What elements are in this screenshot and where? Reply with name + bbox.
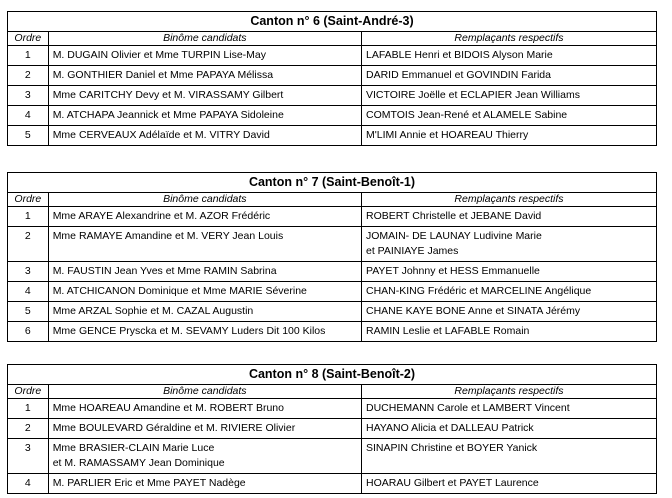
canton-title: Canton n° 7 (Saint-Benoît-1) xyxy=(8,173,657,193)
remplacants-cell: CHANE KAYE BONE Anne et SINATA Jérémy xyxy=(361,302,656,322)
binome-cell: Mme BOULEVARD Géraldine et M. RIVIERE Olivier xyxy=(48,419,361,439)
ordre-cell: 2 xyxy=(8,227,49,262)
binome-line: Mme BRASIER-CLAIN Marie Luce xyxy=(52,442,215,454)
header-binome: Binôme candidats xyxy=(48,385,361,399)
remplacants-line: JOMAIN- DE LAUNAY Ludivine Marie xyxy=(365,230,542,242)
remplacants-cell: DUCHEMANN Carole et LAMBERT Vincent xyxy=(361,399,656,419)
header-ordre: Ordre xyxy=(8,32,49,46)
table-row xyxy=(8,262,657,282)
ordre-cell: 4 xyxy=(8,106,49,126)
binome-cell: M. ATCHICANON Dominique et Mme MARIE Séverine xyxy=(48,282,361,302)
binome-cell: M. GONTHIER Daniel et Mme PAPAYA Mélissa xyxy=(48,66,361,86)
binome-cell: Mme GENCE Pryscka et M. SEVAMY Luders Dit 100 Kilos xyxy=(48,322,361,342)
table-row xyxy=(8,46,657,66)
ordre-cell: 3 xyxy=(8,262,49,282)
ordre-cell: 2 xyxy=(8,66,49,86)
remplacants-cell xyxy=(361,227,656,262)
binome-cell: M. DUGAIN Olivier et Mme TURPIN Lise-May xyxy=(48,46,361,66)
ordre-cell: 3 xyxy=(8,86,49,106)
remplacants-cell: M'LIMI Annie et HOAREAU Thierry xyxy=(361,126,656,146)
remplacants-cell: LAFABLE Henri et BIDOIS Alyson Marie xyxy=(361,46,656,66)
table-row xyxy=(8,86,657,106)
header-ordre: Ordre xyxy=(8,193,49,207)
remplacants-cell: CHAN-KING Frédéric et MARCELINE Angélique xyxy=(361,282,656,302)
table-row xyxy=(8,399,657,419)
table-row xyxy=(8,302,657,322)
header-binome: Binôme candidats xyxy=(48,32,361,46)
remplacants-cell: COMTOIS Jean-René et ALAMELE Sabine xyxy=(361,106,656,126)
remplacants-cell: VICTOIRE Joëlle et ECLAPIER Jean Williams xyxy=(361,86,656,106)
header-remplacants: Remplaçants respectifs xyxy=(361,193,656,207)
binome-cell xyxy=(48,439,361,474)
remplacants-line: et PAINIAYE James xyxy=(365,245,459,257)
binome-cell: Mme HOAREAU Amandine et M. ROBERT Bruno xyxy=(48,399,361,419)
header-remplacants: Remplaçants respectifs xyxy=(361,32,656,46)
remplacants-cell: DARID Emmanuel et GOVINDIN Farida xyxy=(361,66,656,86)
ordre-cell: 5 xyxy=(8,126,49,146)
ordre-cell: 1 xyxy=(8,207,49,227)
canton-table xyxy=(7,172,657,342)
table-row xyxy=(8,126,657,146)
canton-table xyxy=(7,11,657,146)
ordre-cell: 1 xyxy=(8,46,49,66)
header-ordre: Ordre xyxy=(8,385,49,399)
remplacants-cell: SINAPIN Christine et BOYER Yanick xyxy=(361,439,656,474)
binome-cell: Mme ARAYE Alexandrine et M. AZOR Frédéric xyxy=(48,207,361,227)
table-row xyxy=(8,322,657,342)
ordre-cell: 6 xyxy=(8,322,49,342)
binome-cell: Mme ARZAL Sophie et M. CAZAL Augustin xyxy=(48,302,361,322)
remplacants-cell: PAYET Johnny et HESS Emmanuelle xyxy=(361,262,656,282)
binome-cell: M. FAUSTIN Jean Yves et Mme RAMIN Sabrina xyxy=(48,262,361,282)
binome-line: et M. RAMASSAMY Jean Dominique xyxy=(52,457,225,469)
binome-cell: Mme CERVEAUX Adélaïde et M. VITRY David xyxy=(48,126,361,146)
remplacants-cell: ROBERT Christelle et JEBANE David xyxy=(361,207,656,227)
ordre-cell: 2 xyxy=(8,419,49,439)
canton-table xyxy=(7,364,657,494)
table-row xyxy=(8,227,657,262)
canton-title: Canton n° 8 (Saint-Benoît-2) xyxy=(8,365,657,385)
table-row xyxy=(8,474,657,494)
table-row xyxy=(8,66,657,86)
table-row xyxy=(8,439,657,474)
header-binome: Binôme candidats xyxy=(48,193,361,207)
binome-cell: M. PARLIER Eric et Mme PAYET Nadège xyxy=(48,474,361,494)
table-row xyxy=(8,282,657,302)
ordre-cell: 1 xyxy=(8,399,49,419)
binome-cell: M. ATCHAPA Jeannick et Mme PAPAYA Sidoleine xyxy=(48,106,361,126)
remplacants-cell: HOARAU Gilbert et PAYET Laurence xyxy=(361,474,656,494)
table-row xyxy=(8,419,657,439)
ordre-cell: 4 xyxy=(8,474,49,494)
binome-cell: Mme CARITCHY Devy et M. VIRASSAMY Gilbert xyxy=(48,86,361,106)
ordre-cell: 5 xyxy=(8,302,49,322)
table-row xyxy=(8,106,657,126)
remplacants-cell: HAYANO Alicia et DALLEAU Patrick xyxy=(361,419,656,439)
ordre-cell: 3 xyxy=(8,439,49,474)
canton-title: Canton n° 6 (Saint-André-3) xyxy=(8,12,657,32)
ordre-cell: 4 xyxy=(8,282,49,302)
table-row xyxy=(8,207,657,227)
header-remplacants: Remplaçants respectifs xyxy=(361,385,656,399)
remplacants-cell: RAMIN Leslie et LAFABLE Romain xyxy=(361,322,656,342)
binome-cell: Mme RAMAYE Amandine et M. VERY Jean Louis xyxy=(48,227,361,262)
